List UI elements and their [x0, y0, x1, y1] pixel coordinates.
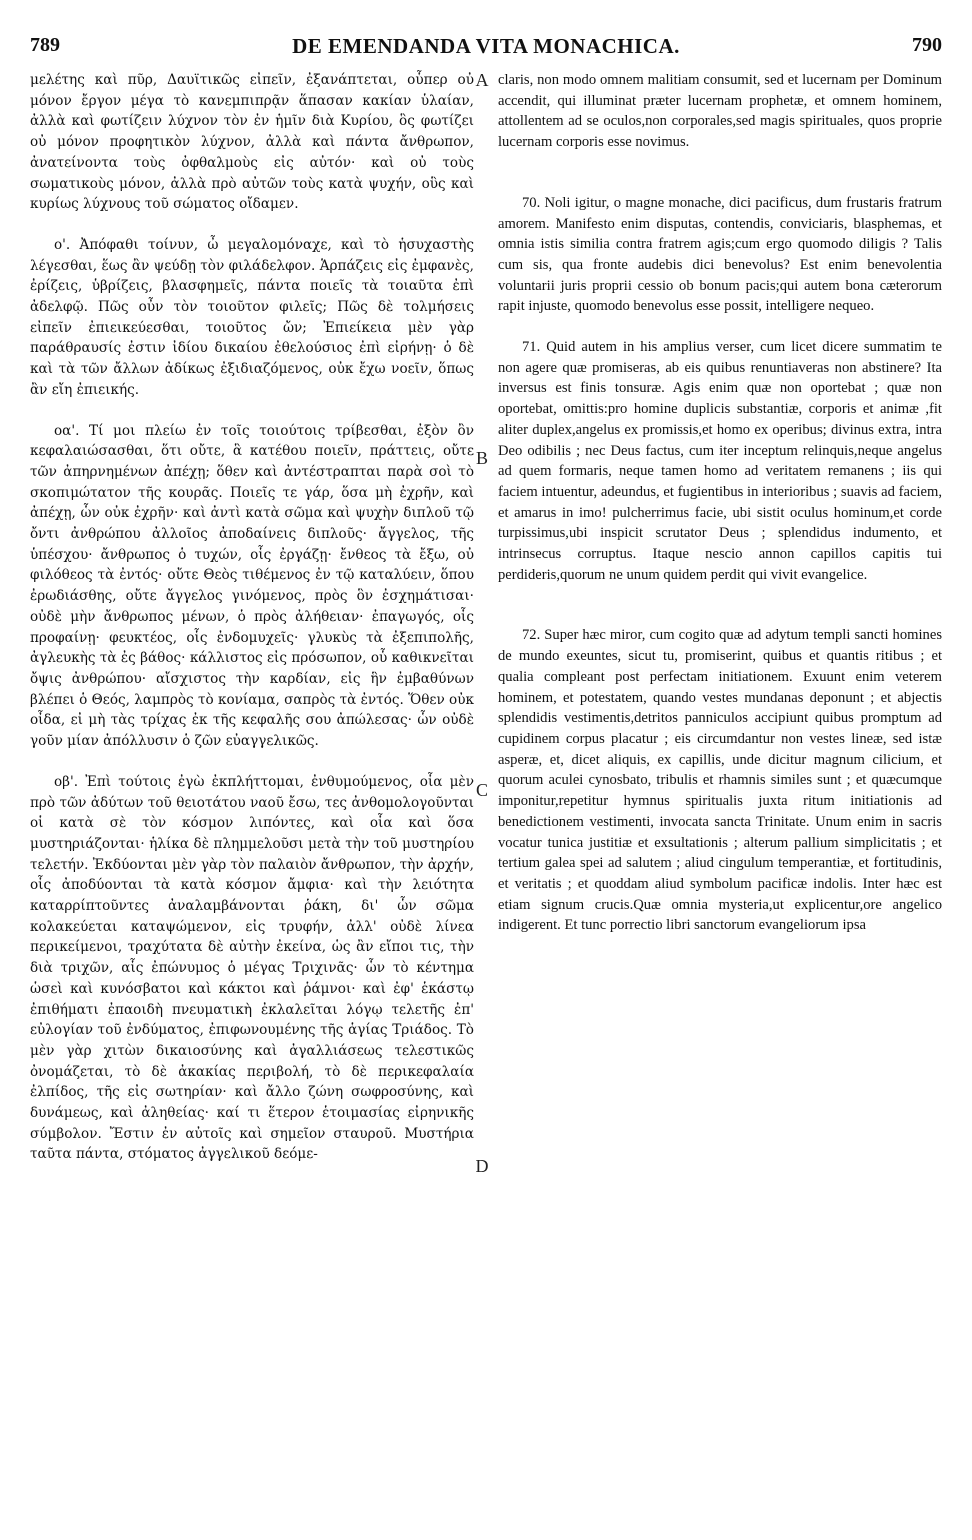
- page-header: [30, 34, 942, 64]
- section-marker-c: C: [475, 780, 488, 800]
- page-number-right: 790: [912, 34, 942, 56]
- greek-paragraph-70: ο'. Ἀπόφαθι τοίνυν, ὦ μεγαλομόναχε, καὶ τὸ ἡσυχαστὴς λέγεσθαι, ἕως ἂν ψεύδῃ τὸν φιλάδελφον. Ἁρπάζεις εἰς ἐμφανὲς, ἐρίζεις, ὑβρίζεις, βλασφημεῖς, πάντα ποιεῖς τὰ τοιαῦτα ἐπὶ ἀδελφῷ. Πῶς οὖν τὸν τοιοῦτον φιλεῖς; Πῶς δὲ τολμήσεις εἰπεῖν ἐπιεικεύεσθαι, τοιοῦτος ὤν; Ἐπιείκεια μὲν γὰρ παράθραυσίς ἐστιν ἰδίου δικαίου ἐθελούσιος ἐπὶ εἰρήνῃ· ὁ δὲ καὶ τὰ τῶν ἄλλων ἀδίκως ἐξιδιαζόμενος, οὐκ ἔχω νοεῖν, ὅπως ἂν εἴη ἐπιεικής.: [30, 236, 474, 398]
- greek-paragraph-72: οβ'. Ἐπὶ τούτοις ἐγὼ ἐκπλήττομαι, ἐνθυμούμενος, οἷα μὲν πρὸ τῶν ἀδύτων τοῦ θειοτάτου ναοῦ ἔσω, τες ἀνθομολογοῦνται οἱ κατὰ σὲ τὸν κόσμον λιπόντες, καὶ οἷα καὶ ὅσα μυστηριάζονται· ἡλίκα δὲ πλημμελοῦσι μετὰ τὴν τοῦ μυστηρίου τελετήν. Ἐκδύονται μὲν γὰρ τὸν παλαιὸν ἄνθρωπον, τὴν ἀρχήν, οἷς ἀποδύονται τὰ κατὰ κόσμον ἄμφια· καὶ τὴν λειότητα καταρρίπτοῦντες ἀναλαμβάνονται ῥάκη, δι' ὧν σῶμα κολακεύεται καταψώμενον, εἰς τρυφήν, ἀλλ' οὐδὲ λίνεα περικείμενοι, τραχύτατα δὲ αὐτὴν ἐκείνα, ὡς ἂν εἴποι τις, τὴν διὰ τριχῶν, αἷς ἐπώνυμος ὁ μέγας Τριχινᾶς· ὧν τὸ κέντημα ὡσεὶ καὶ κυνόσβατοι καὶ κάκτοι καὶ ῥάμνοι· καὶ ἐφ' ἑκάστῳ ἐπιθήματι ἐπαοιδὴ πνευματικὴ ἐκλαλεῖται λόγῳ τελετῆς ἐπ' εὐλογίαν τοῦ ἐνδύματος, ἐπιφωνουμένης τῆς ἁγίας Τριάδος. Τὸ μὲν γὰρ χιτὼν δικαιοσύνης καὶ ἀγαλλιάσεως τελεστικῶς ὀνομάζεται, τὸ δὲ ἀκακίας περιβολή, τὸ δὲ περικεφαλαία ἐλπίδος, τῆς εἰς σωτηρίαν· καὶ ἄλλο ζώνη σωφροσύνης, καὶ δυνάμεως, καὶ ἀληθείας· καί τι ἕτερον ἑτοιμασίας εἰρηνικῆς σύμβολον. Ἔστιν ἐν αὐτοῖς καὶ σημεῖον σταυροῦ. Μυστήρια ταῦτα πάντα, στόματος ἀγγελικοῦ δεόμε-: [30, 773, 474, 1163]
- latin-paragraph-continuation: claris, non modo omnem malitiam consumit, sed et lucernam per Dominum accendit, qui illuminat præter lucernam prophetæ, et omnem hominem, attollentem ad se oculos,non corporales,sed magis spirituales, quos proprie lucernam corporis esse novimus.: [498, 72, 942, 151]
- greek-column: [30, 70, 474, 1530]
- latin-column: [498, 70, 942, 1530]
- latin-paragraph-71: 71. Quid autem in his amplius verser, cum licet dicere summatim te non agere quæ promiseras, ab eis quibus renuntiaveras non abstinere? Ita inversus est finis tonsuræ. Agis enim quæ non oportebat ; quæ non oportebat, omittis:pro homine duplicis substantiæ, corporis et animæ ,fit aliter duplex,angelus ex promissis,et homo ex operibus; divinus extra, intra Deo odibilis ; nec Deus factus, cum iter inceptum relinquis,neque angelus ad quem formaris, neque tamen homo ad veritatem remanens ; iis qui faciem intuentur, adeundus, et fugientibus in interioribus ; suavis ad faciem, et amarus in imo! pulcherrimus facie, ubi sistit oculus hominum,et corde turpissimus,ubi inspicit scrutator Deus ; splendidus indumento, et intrinsecus corruptus. Itaque nescio annon capillos capitis tui perdideris,quorum ne unum quidem perdit qui vivit evangelice.: [498, 339, 942, 583]
- greek-paragraph-71: οα'. Τί μοι πλείω ἐν τοῖς τοιούτοις τρίβεσθαι, ἐξὸν ὂν κεφαλαιώσασθαι, ὅτι οὔτε, ἃ κατέθου ποιεῖν, πράττεις, οὔτε τῶν ἀπηρνημένων ἀπέχῃ; ὅθεν καὶ ἀντέστραπται παρὰ σοὶ τὸ σκοπιμώτατον τῆς κουρᾶς. Ποιεῖς τε γάρ, ὅσα μὴ ἐχρῆν, καὶ ἀπέχῃ, ὧν οὐκ ἐχρῆν· καὶ ἀντὶ κατὰ σῶμα καὶ ψυχὴν διπλοῦ τῷ ὄντι ἀνθρώπου ἀλλοῖος ἀποδαίνεις διπλοῦς· ἄγγελος, τῆς ὑπέσχου· ἄνθρωπος ὁ τυχών, οἷς ἐργάζῃ· ἔνθεος τὰ ἔξω, οὐ φιλόθεος τὰ ἐντός· οὔτε Θεὸς τιθέμενος ἐν τῷ καταλύειν, ὅπου ἐρωδιάσθης, οὔτε ἄγγελος γινόμενος, πρὸς ὃν ἐσχημάτισαι· οὐδὲ μὴν ἄνθρωπος μένων, ὁ πρὸς ἀλήθειαν· ἐπαγωγός, οἷς προφαίνῃ· φευκτέος, οἷς ἐνδομυχεῖς· γλυκὺς τὰ ἐξεπιπολῆς, ἀγλευκὴς τὰ ἐς βάθος· κάλλιστος εἰς πρόσωπον, οὗ καθικνεῖται ὄψις ἀνθρώπου· αἴσχιστος τὴν καρδίαν, εἰς ἣν ἐμβαθύνων βλέπει ὁ Θεός, λαμπρὸς τὸ κονίαμα, σαπρὸς τὰ ἐντός. Ὅθεν οὐκ οἶδα, εἰ μὴ τὰς τρίχας ἐκ τῆς κεφαλῆς σου ἀπώλεσας· ὧν οὐδὲ γοῦν μίαν ἀπόλλυσιν ὁ ζῶν εὐαγγελικῶς.: [30, 422, 474, 750]
- page-number-left: 789: [30, 34, 60, 56]
- latin-paragraph-70: 70. Noli igitur, o magne monache, dici pacificus, dum frustaris fratrum amorem. Manifesto enim disputas, contendis, conviciaris, blasphemas, et omnia istis similia contra fratrem agis;cum ergo quomodo diligis ? Talis cum sis, qua fronte audebis dici benevolus? Est enim benevolentia voluntarii juris proprii cessio ob bonum pacis;qui autem bona cæterorum rapit injuste, quomodo benevolus esse possit, intelligere nequeo.: [498, 194, 942, 315]
- running-title: DE EMENDANDA VITA MONACHICA.: [292, 34, 680, 58]
- latin-paragraph-72: 72. Super hæc miror, cum cogito quæ ad adytum templi sancti homines de mundo exeuntes, sicut tu, promiserint, quibus et quantis ritibus ; et qualia compleant post perfectam initiationem. Exuunt enim veterem hominem, et potestatem, quando vestes mundanas deponunt ; et abjectis splendidis vestimentis,detritos panniculos accipiunt quibus promptum ad cupidinem corpus placatur ; eis circumdantur non vestes lineæ, sed istæ asperæ, et, dicet aliquis, ex capillis, unde dicitur magnum cilicium, et quorum aculei cynosbato, tribulis et rhamnis similes sunt ; et quæcumque imponitur,repetitur hymnus spiritualis juxta ritum initiationis ad benedictionem vestimenti, invocata sancta Trinitate. Unum enim in sacris vocatur tunica justitiæ et exsultationis ; alterum pallium simplicitatis ; et tertium galea spei ad salutem ; aliud cingulum temperantiæ, et fortitudinis, et veritatis ; et quoddam aliud symbolum pacificæ indolis. Inter hæc est etiam signum crucis.Quæ omnia mysteria,ut explicentur,ore angelico indigerent. Et tunc porrectio libri sanctorum evangeliorum ipsa: [498, 627, 942, 934]
- section-marker-d: D: [475, 1156, 489, 1176]
- section-marker-a: A: [475, 70, 489, 90]
- greek-paragraph-continuation: μελέτης καὶ πῦρ, Δαυϊτικῶς εἰπεῖν, ἐξανάπτεται, οὗπερ οὐ μόνον ἔργον μέγα τὸ κανεμπιπρᾷν ἅπασαν κακίαν ὑλαίαν, ἀλλὰ καὶ φωτίζειν λύχνον τὸν ἐν ἡμῖν διὰ Κυρίου, ὃς φωτίζει οὐ μόνον προφητικὸν λύχνον, ἀλλὰ καὶ πάντα ἄνθρωπον, ἀνατείνοντα τοὺς ὀφθαλμοὺς εἰς αὐτόν· καὶ οὐ τοὺς σωματικοὺς μόνον, ἀλλὰ πρὸ αὐτῶν τοὺς κατὰ ψυχήν, οὓς καὶ κυρίως λύχνους τοῦ σώματος οἴδαμεν.: [30, 72, 474, 213]
- section-marker-b: B: [475, 448, 488, 468]
